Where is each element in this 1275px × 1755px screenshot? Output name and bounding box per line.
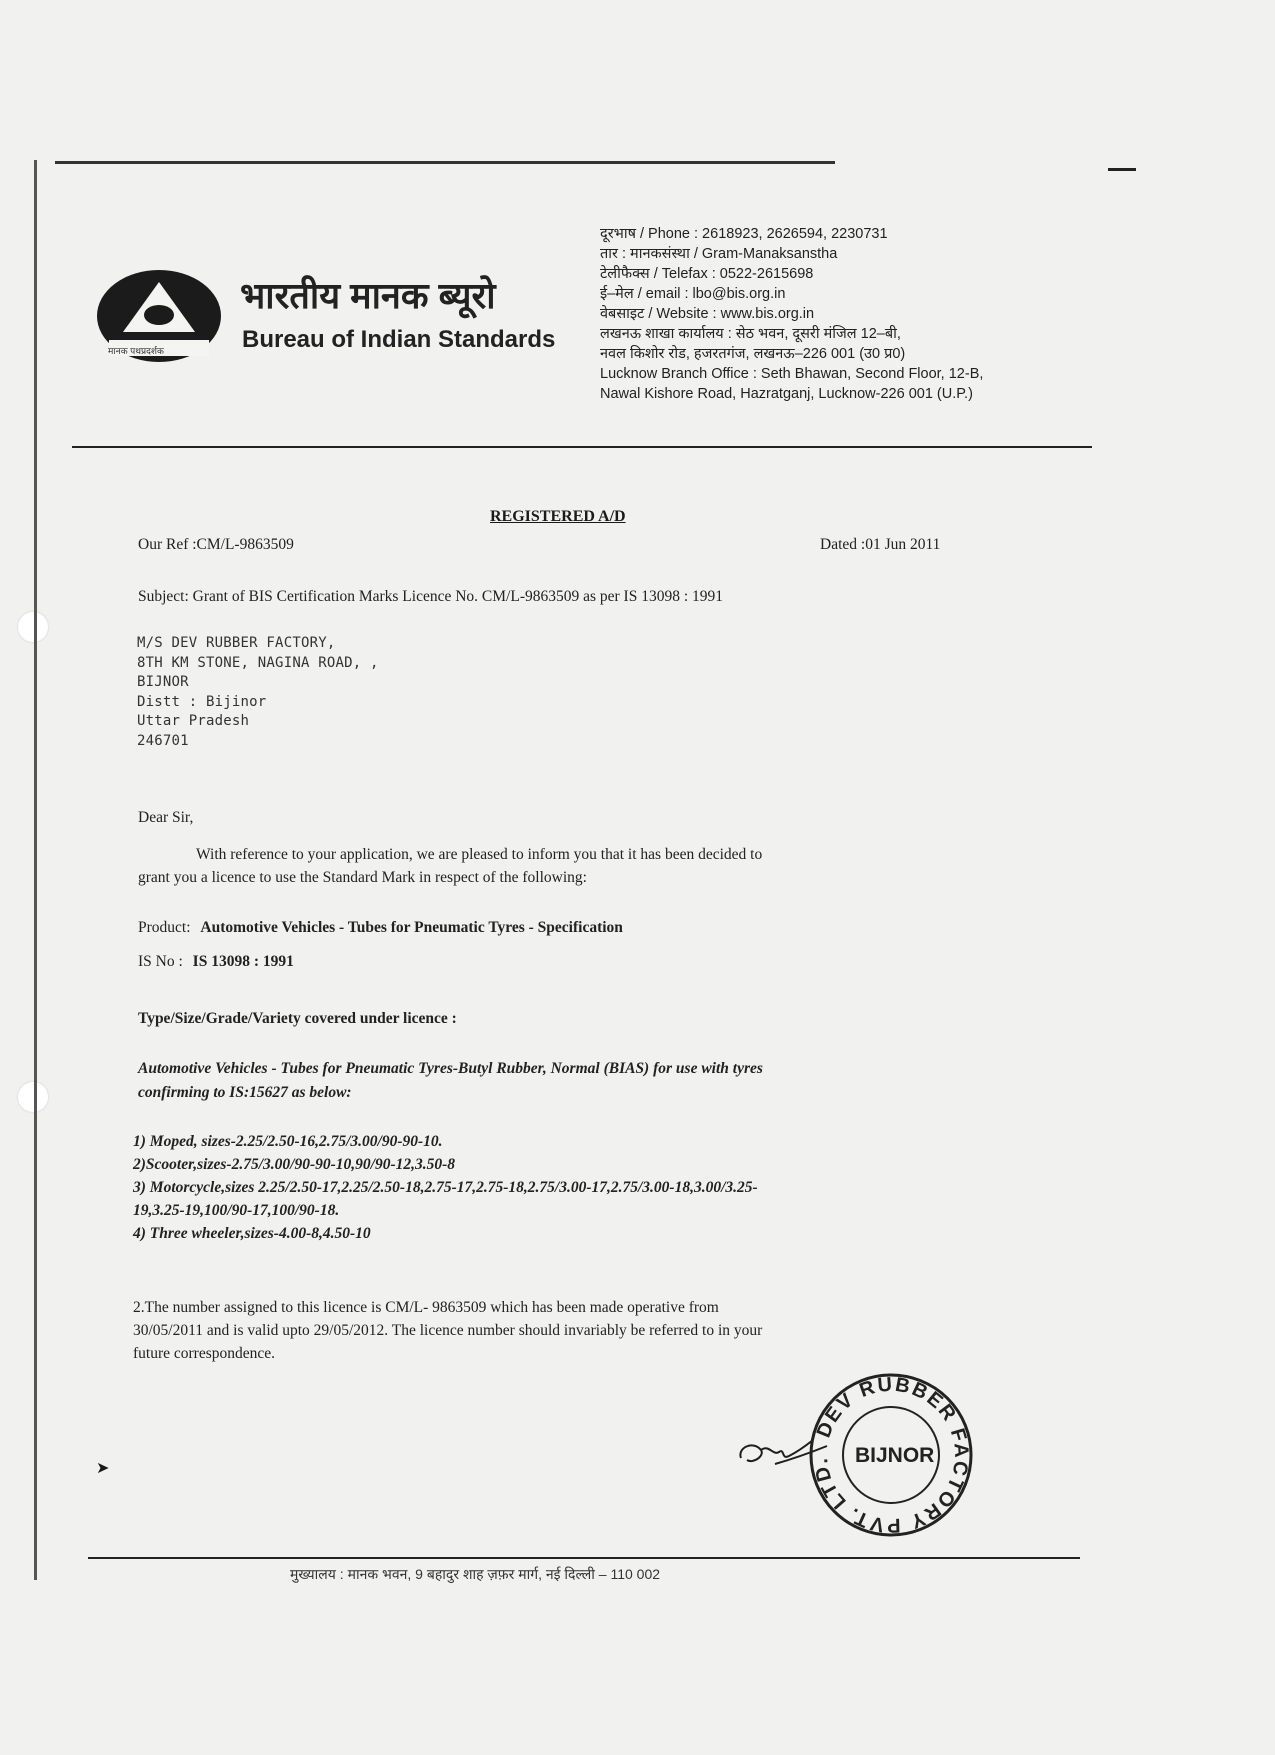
branch-address-hindi-2: नवल किशोर रोड, हजरतगंज, लखनऊ–226 001 (उ0 प्र0) (600, 346, 906, 362)
intro-line-1: With reference to your application, we are pleased to inform you that it has been decided to (196, 846, 763, 863)
footer-rule (88, 1557, 1080, 1559)
list-item: 4) Three wheeler,sizes-4.00-8,4.50-10 (133, 1225, 371, 1242)
address-line: Distt : Bijinor (137, 693, 267, 710)
coverage-desc-2: confirming to IS:15627 as below: (138, 1084, 352, 1101)
branch-address-hindi-1: लखनऊ शाखा कार्यालय : सेठ भवन, दूसरी मंजिल 12–बी, (600, 326, 901, 342)
paragraph-2 (133, 1296, 762, 1365)
footer-address: मुख्यालय : मानक भवन, 9 बहादुर शाह ज़फ़र मार्ग, नई दिल्ली – 110 002 (290, 1566, 661, 1582)
logo-caption: मानक पथप्रदर्शक (108, 346, 164, 356)
list-item: 19,3.25-19,100/90-17,100/90-18. (133, 1202, 340, 1219)
branch-address-english-2: Nawal Kishore Road, Hazratganj, Lucknow-226 001 (U.P.) (600, 386, 973, 402)
coverage-items (133, 1130, 758, 1245)
paragraph-2-line: 2.The number assigned to this licence is CM/L- 9863509 which has been made operative from (133, 1299, 719, 1316)
product-row (138, 916, 623, 939)
scan-mark-right (1108, 168, 1136, 171)
address-line: Uttar Pradesh (137, 713, 250, 729)
coverage-desc-1: Automotive Vehicles - Tubes for Pneumatic Tyres-Butyl Rubber, Normal (BIAS) for use with tyres (138, 1060, 763, 1077)
address-line: 246701 (137, 732, 189, 749)
coverage-heading: Type/Size/Grade/Variety covered under licence : (138, 1010, 457, 1027)
paragraph-2-line: future correspondence. (133, 1345, 276, 1362)
our-ref: Our Ref :CM/L-9863509 (138, 536, 294, 553)
letter-date: Dated :01 Jun 2011 (820, 536, 941, 553)
isno-value: IS 13098 : 1991 (192, 953, 294, 970)
org-name-english: Bureau of Indian Standards (242, 326, 556, 353)
contact-email: ई–मेल / email : lbo@bis.org.in (600, 286, 786, 302)
contact-website: वेबसाइट / Website : www.bis.org.in (600, 306, 815, 322)
isno-label: IS No : (138, 953, 183, 970)
margin-mark: ➤ (96, 1460, 110, 1477)
contact-telefax: टेलीफैक्स / Telefax : 0522-2615698 (600, 266, 814, 282)
recipient-address (137, 634, 379, 751)
branch-address-english-1: Lucknow Branch Office : Seth Bhawan, Second Floor, 12-B, (600, 366, 984, 382)
org-name-hindi: भारतीय मानक ब्यूरो (240, 275, 496, 316)
list-item: 2)Scooter,sizes-2.75/3.00/90-90-10,90/90-12,3.50-8 (133, 1156, 456, 1173)
punch-hole-bottom (18, 1082, 48, 1112)
contact-phone: दूरभाष / Phone : 2618923, 2626594, 2230731 (600, 226, 888, 242)
intro-line-2: grant you a licence to use the Standard Mark in respect of the following: (138, 869, 587, 886)
product-label: Product: (138, 919, 191, 936)
address-line: BIJNOR (137, 674, 189, 690)
registered-heading: REGISTERED A/D (490, 508, 626, 525)
top-rule (55, 161, 835, 164)
header-divider (72, 446, 1092, 448)
stamp-center-text: BIJNOR (855, 1444, 935, 1467)
list-item: 1) Moped, sizes-2.25/2.50-16,2.75/3.00/90-90-10. (133, 1133, 443, 1150)
paragraph-2-line: 30/05/2011 and is valid upto 29/05/2012. The licence number should invariably be referred to in your (133, 1322, 763, 1339)
list-item: 3) Motorcycle,sizes 2.25/2.50-17,2.25/2.50-18,2.75-17,2.75-18,2.75/3.00-17,2.75/3.00-18,3.00/3.25- (133, 1179, 758, 1196)
product-value: Automotive Vehicles - Tubes for Pneumatic Tyres - Specification (200, 919, 623, 936)
subject-line: Subject: Grant of BIS Certification Marks Licence No. CM/L-9863509 as per IS 13098 : 1991 (138, 588, 724, 605)
salutation: Dear Sir, (138, 809, 194, 826)
contact-gram: तार : मानकसंस्था / Gram-Manaksanstha (600, 246, 838, 262)
left-margin-line (34, 160, 37, 1580)
company-stamp (806, 1370, 976, 1540)
stamp-ring-text: DEV RUBBER FACTORY PVT. LTD. (809, 1373, 973, 1537)
address-line: M/S DEV RUBBER FACTORY, (137, 635, 336, 651)
isno-row (138, 950, 294, 973)
address-line: 8TH KM STONE, NAGINA ROAD, , (137, 654, 379, 671)
contact-block (600, 224, 983, 404)
punch-hole-top (18, 612, 48, 642)
